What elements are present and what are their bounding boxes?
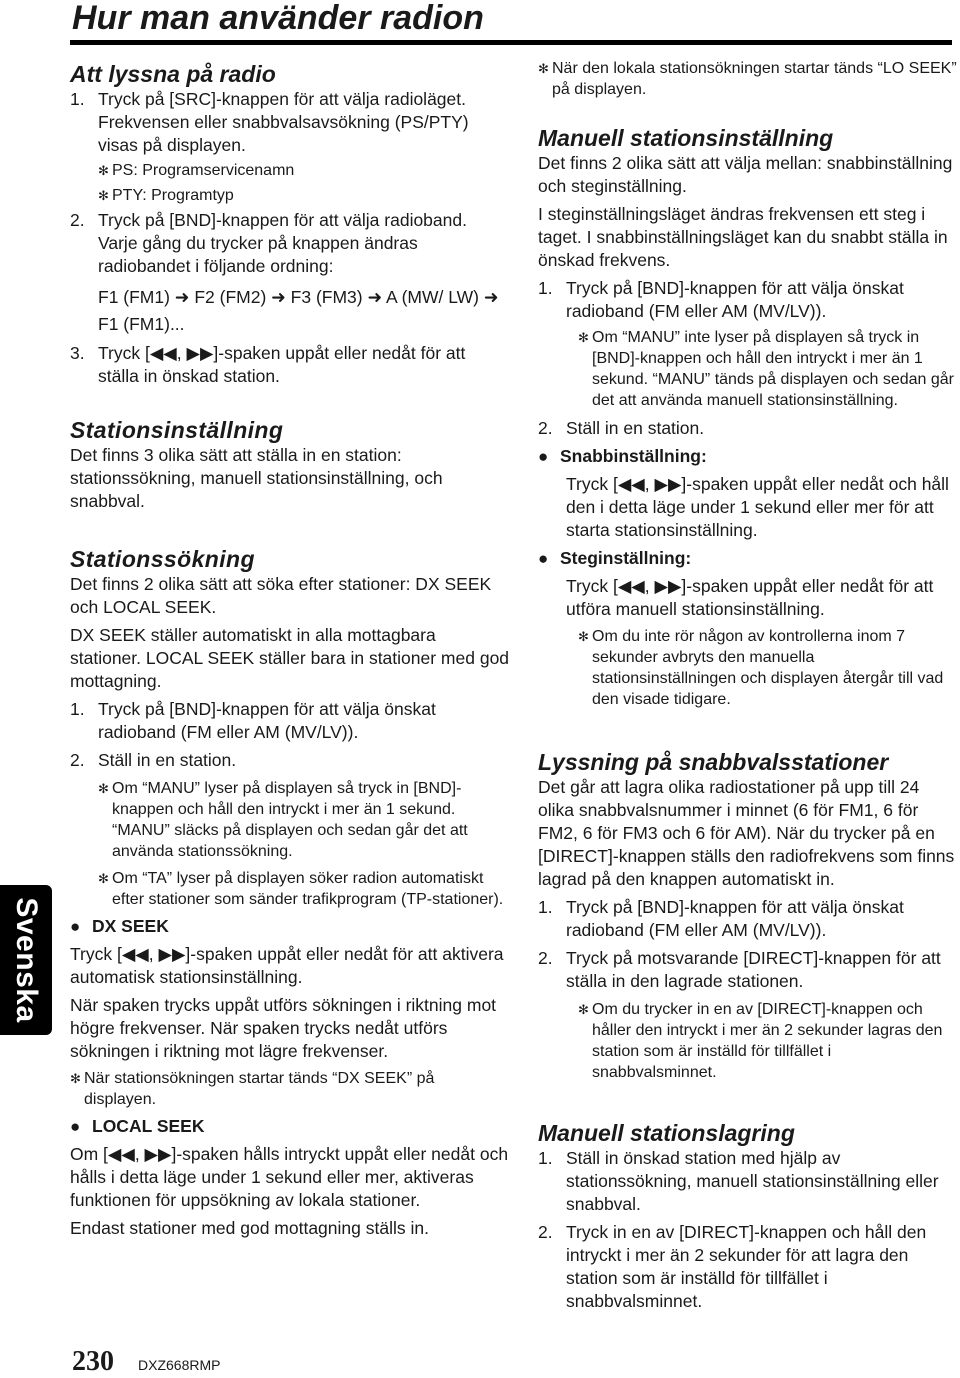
quick-tuning-heading: ● Snabbinställning: (538, 446, 707, 466)
preset-step-2: 2. Tryck på motsvarande [DIRECT]-knappen för att ställa in den lagrade stationen. (538, 948, 941, 991)
local-seek-note: ✻ När den lokala stationsökningen startar tänds “LO SEEK” på displayen. (538, 60, 957, 98)
asterisk-icon: ✻ (578, 1002, 589, 1017)
dx-paragraph-2: När spaken trycks uppåt utförs sökningen i riktning mot högre frekvenser. När spaken trycks nedåt utförs sökningen i riktning mot lägre frekvenser. (70, 995, 497, 1061)
local-seek-heading: ● LOCAL SEEK (70, 1116, 205, 1136)
model-number: DXZ668RMP (138, 1357, 221, 1373)
quick-tuning-text: Tryck [◀◀, ▶▶]-spaken uppåt eller nedåt och håll den i detta läge under 1 sekund eller mer för att starta stationsinställning. (566, 474, 949, 540)
left-column (70, 60, 510, 1240)
title-rule (70, 40, 952, 45)
manual-paragraph-2: I steginställningsläget ändras frekvensen ett steg i taget. I snabbinställningsläget kan du snabbt ställa in önskad frekvens. (538, 204, 948, 270)
note-ta: ✻ Om “TA” lyser på displayen söker radion automatiskt efter stationer som sänder trafikprogram (TP-stationer). (98, 870, 504, 908)
step-tuning-heading: ● Steginställning: (538, 548, 692, 568)
asterisk-icon: ✻ (98, 188, 109, 203)
dx-paragraph-1: Tryck [◀◀, ▶▶]-spaken uppåt eller nedåt för att aktivera automatisk stationsinställning. (70, 944, 504, 987)
bullet-icon: ● (538, 549, 549, 568)
station-setting-title: Stationsinställning (70, 417, 284, 443)
language-tab (0, 885, 52, 1035)
listen-title: Att lyssna på radio (70, 61, 276, 87)
page-footer (72, 1346, 220, 1378)
search-paragraph-1: Det finns 2 olika sätt att söka efter stationer: DX SEEK och LOCAL SEEK. (70, 574, 492, 617)
storage-step-2: 2. Tryck in en av [DIRECT]-knappen och håll den intryckt i mer än 2 sekunder för att lagra den station som är inställd för tillfället i snabbvalsminnet. (538, 1222, 927, 1311)
asterisk-icon: ✻ (578, 629, 589, 644)
storage-step-1: 1. Ställ in önskad station med hjälp av stationssökning, manuell stationsinställning eller snabbval. (538, 1148, 939, 1214)
asterisk-icon: ✻ (578, 330, 589, 345)
asterisk-icon: ✻ (538, 61, 549, 76)
manual-storage-title: Manuell stationslagring (538, 1120, 795, 1146)
bullet-icon: ● (70, 1117, 81, 1136)
asterisk-icon: ✻ (70, 1071, 81, 1086)
manual-paragraph-1: Det finns 2 olika sätt att välja mellan: snabbinställning och steginställning. (538, 153, 953, 196)
manual-step-1: 1. Tryck på [BND]-knappen för att välja önskat radioband (FM eller AM (MV/LV)). (538, 278, 904, 321)
page-number: 230 (72, 1346, 114, 1377)
step-tuning-text: Tryck [◀◀, ▶▶]-spaken uppåt eller nedåt för att utföra manuell stationsinställning. (566, 576, 934, 619)
bullet-icon: ● (70, 917, 81, 936)
listen-step-3: 3. Tryck [◀◀, ▶▶]-spaken uppåt eller nedåt för att ställa in önskad station. (70, 343, 466, 386)
listen-step-1: 1. Tryck på [SRC]-knappen för att välja radioläget. Frekvensen eller snabbvalsavsökning (PS/PTY) visas på displayen. (70, 89, 469, 155)
search-step-1: 1. Tryck på [BND]-knappen för att välja önskat radioband (FM eller AM (MV/LV)). (70, 699, 436, 742)
local-paragraph-2: Endast stationer med god mottagning ställs in. (70, 1218, 429, 1238)
listen-step-2: 2. Tryck på [BND]-knappen för att välja radioband. Varje gång du trycker på knappen ändras radiobandet i följande ordning: (70, 210, 467, 276)
bullet-icon: ● (538, 447, 549, 466)
station-search-title: Stationssökning (70, 546, 255, 572)
step-tuning-note: ✻ Om du inte rör någon av kontrollerna inom 7 sekunder avbryts den manuella stationsinställningen och displayen återgår till vad den visade tidigare. (578, 628, 944, 708)
manual-note: ✻ Om “MANU” inte lyser på displayen så tryck in [BND]-knappen och håll den intryckt i mer än 1 sekund. “MANU” tänds på displayen och sedan går det att använda manuell stationsinställning. (578, 329, 954, 409)
dx-note: ✻ När stationsökningen startar tänds “DX SEEK” på displayen. (70, 1070, 435, 1108)
asterisk-icon: ✻ (98, 163, 109, 178)
asterisk-icon: ✻ (98, 781, 109, 796)
preset-step-1: 1. Tryck på [BND]-knappen för att välja önskat radioband (FM eller AM (MV/LV)). (538, 897, 904, 940)
language-tab-label: Svenska (10, 897, 43, 1023)
asterisk-icon: ✻ (98, 871, 109, 886)
note-pty: ✻ PTY: Programtyp (98, 187, 234, 204)
note-manu: ✻ Om “MANU” lyser på displayen så tryck in [BND]-knappen och håll den intryckt i mer än 1 sekund. “MANU” släcks på displayen och sedan går det att använda stationssökning. (98, 780, 468, 860)
page-title: Hur man använder radion (72, 0, 484, 37)
note-ps: ✻ PS: Programservicenamn (98, 162, 295, 179)
manual-tuning-title: Manuell stationsinställning (538, 125, 834, 151)
search-paragraph-2: DX SEEK ställer automatiskt in alla mottagbara stationer. LOCAL SEEK ställer bara in stationer med god mottagning. (70, 625, 510, 691)
band-order: F1 (FM1) ➜ F2 (FM2) ➜ F3 (FM3) ➜ A (MW/ LW) ➜ F1 (FM1)... (98, 287, 499, 334)
manual-step-2: 2. Ställ in en station. (538, 418, 705, 438)
search-step-2: 2. Ställ in en station. (70, 750, 237, 770)
preset-paragraph: Det går att lagra olika radiostationer på upp till 24 olika snabbvalsnummer i minnet (6 för FM1, 6 för FM2, 6 för FM3 och 6 för AM). När du trycker på en [DIRECT]-knappen ställs den radiofrekvens som finns lagrad på den knappen automatiskt in. (538, 777, 955, 889)
preset-listening-title: Lyssning på snabbvalsstationer (538, 749, 889, 775)
preset-note: ✻ Om du trycker in en av [DIRECT]-knappen och håller den intryckt i mer än 2 sekunder lagras den station som är inställd för tillfället i snabbvalsminnet. (578, 1001, 943, 1081)
dx-seek-heading: ● DX SEEK (70, 916, 169, 936)
local-paragraph-1: Om [◀◀, ▶▶]-spaken hålls intryckt uppåt eller nedåt och hålls i detta läge under 1 sekund eller mer, aktiveras funktionen för uppsökning av lokala stationer. (70, 1144, 509, 1210)
station-setting-text: Det finns 3 olika sätt att ställa in en station: stationssökning, manuell stationsinställning, och snabbval. (70, 445, 443, 511)
right-column (538, 58, 958, 1313)
